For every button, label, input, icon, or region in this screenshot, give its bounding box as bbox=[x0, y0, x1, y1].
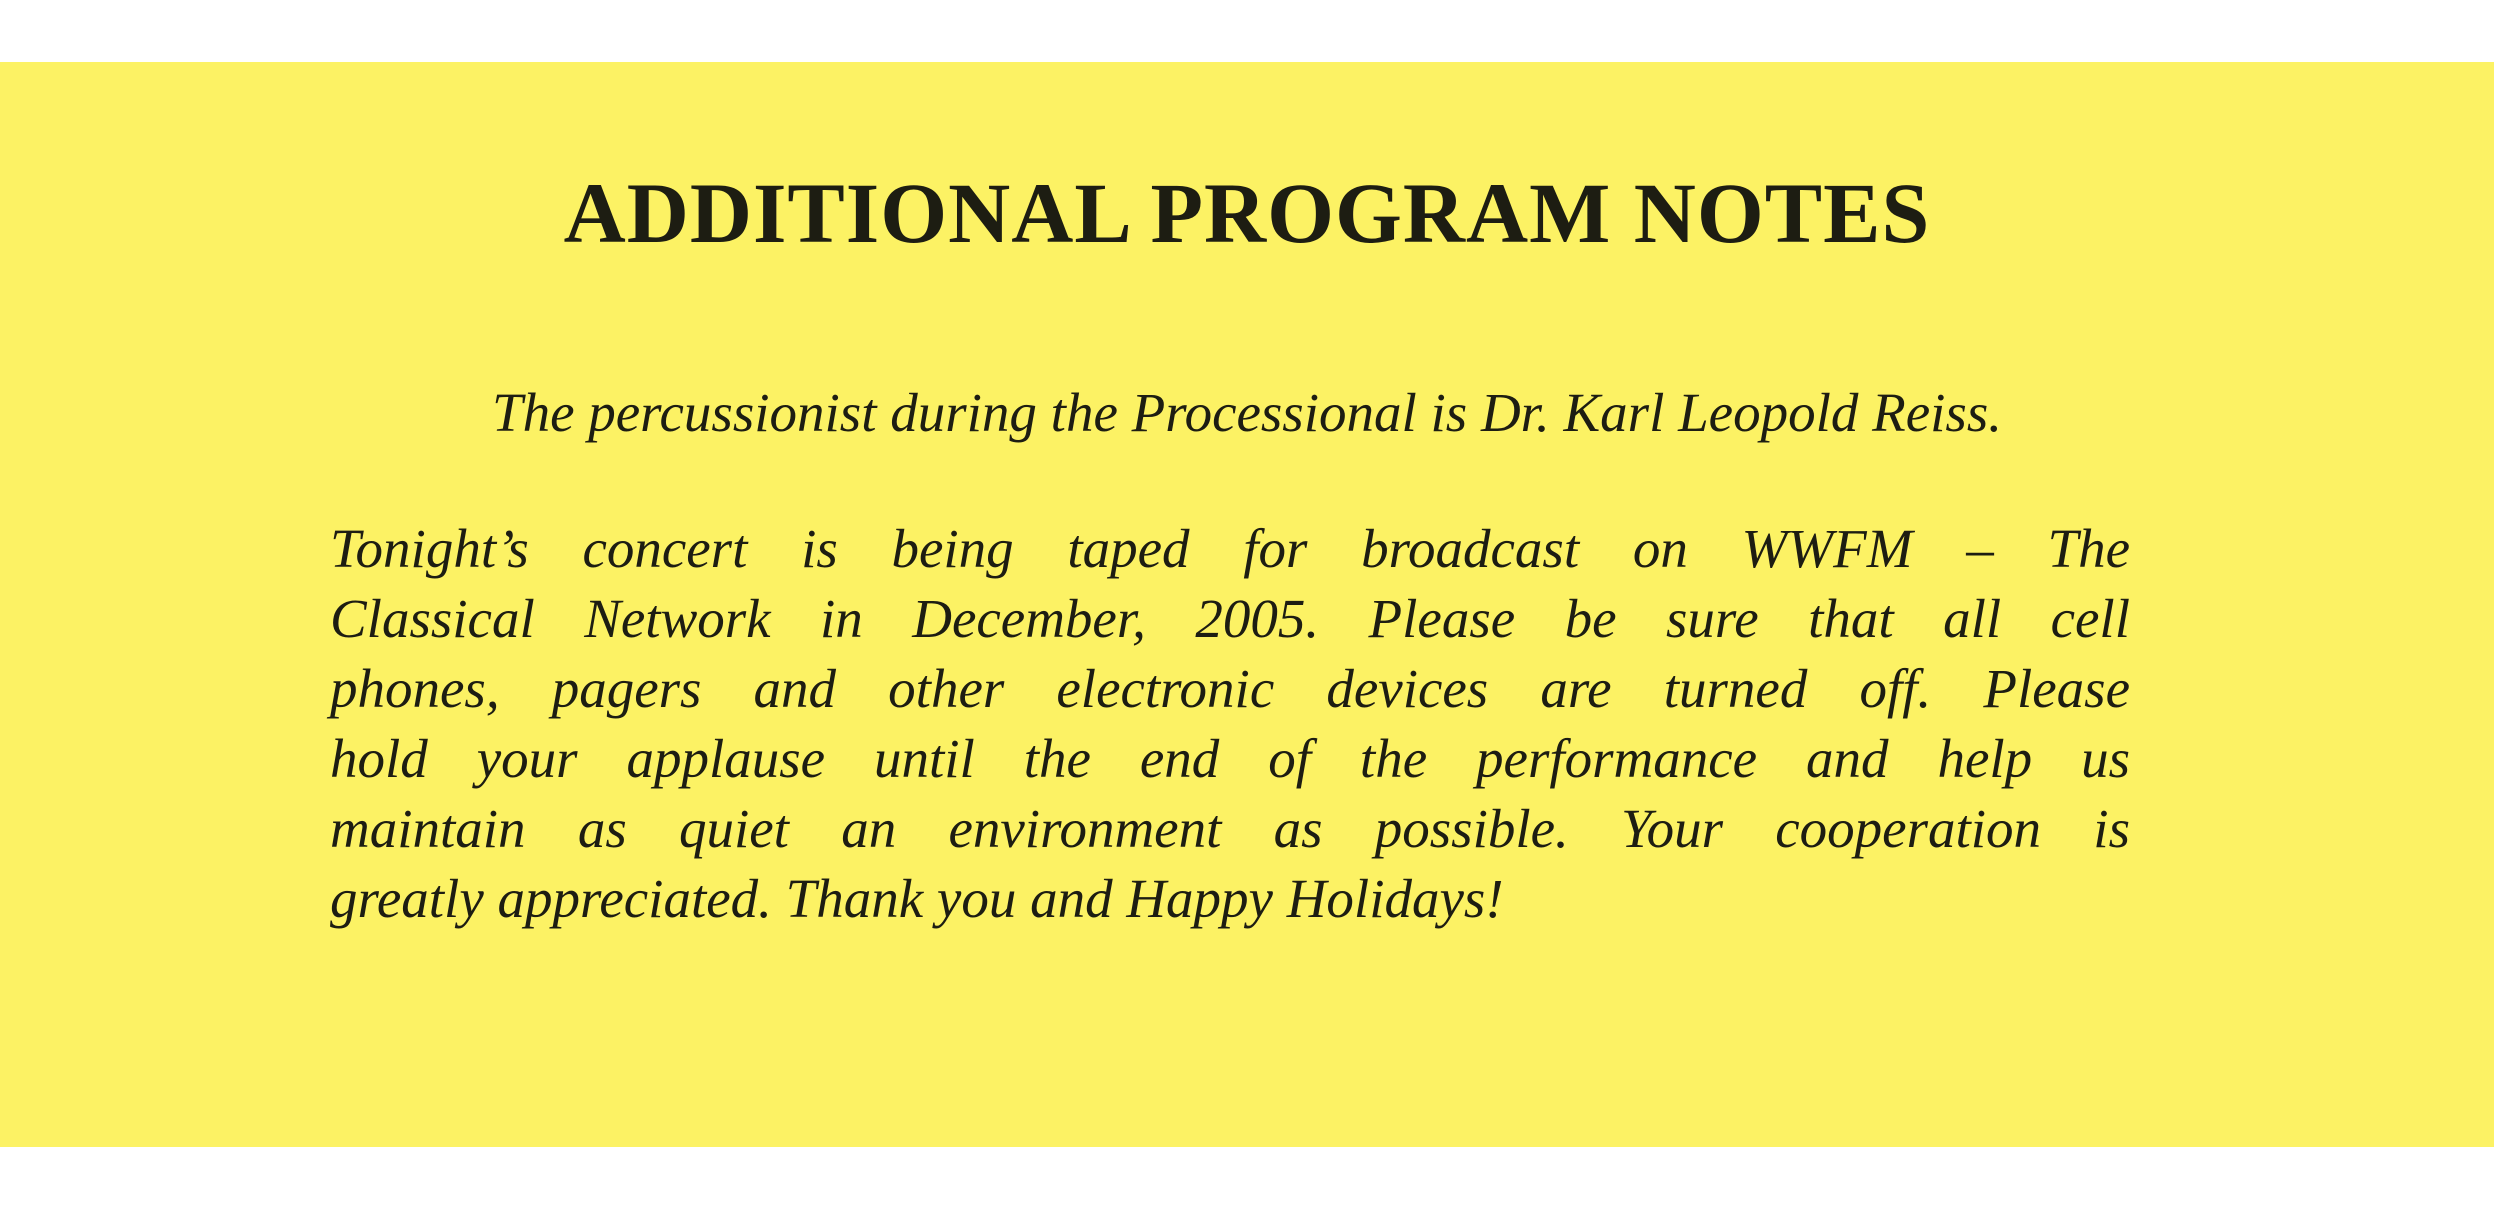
concert-notice-paragraph bbox=[330, 514, 2130, 934]
page-title: ADDITIONAL PROGRAM NOTES bbox=[563, 165, 1931, 261]
paragraph-line: Tonight’s concert is being taped for broadcast on WWFM – The bbox=[330, 518, 2130, 579]
paragraph-line: greatly appreciated. Thank you and Happy Holidays! bbox=[330, 868, 1504, 929]
paragraph-line: maintain as quiet an environment as possible. Your cooperation is bbox=[330, 798, 2130, 859]
program-notes-sheet bbox=[0, 62, 2494, 1147]
paragraph-line: Classical Network in December, 2005. Please be sure that all cell bbox=[330, 588, 2130, 649]
paragraph-line: hold your applause until the end of the performance and help us bbox=[330, 728, 2130, 789]
percussionist-note: The percussionist during the Processional is Dr. Karl Leopold Reiss. bbox=[492, 382, 2002, 443]
paragraph-line: phones, pagers and other electronic devices are turned off. Please bbox=[330, 658, 2130, 719]
